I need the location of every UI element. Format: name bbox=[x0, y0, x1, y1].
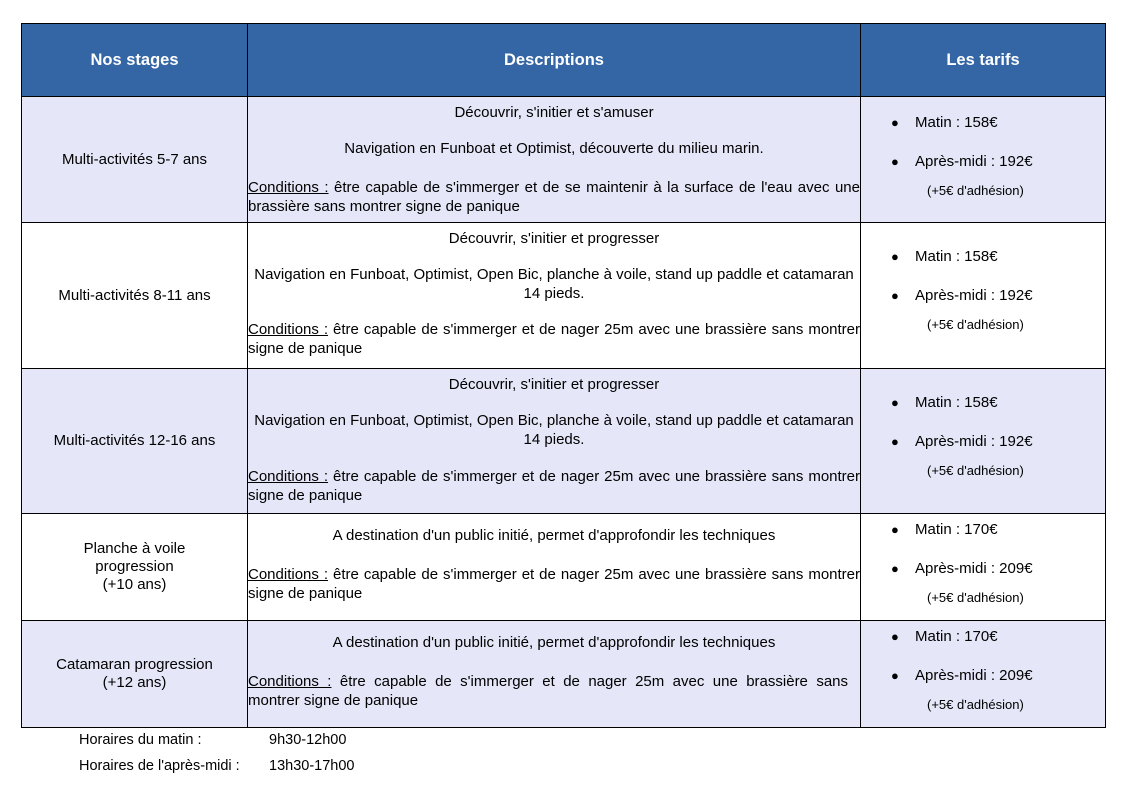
bullet-icon: ● bbox=[891, 288, 899, 303]
conditions-text: être capable de s'immerger et de se maintenir à la surface de l'eau avec une brassière sans montrer signe de panique bbox=[248, 179, 860, 215]
price-line: ● Matin : 170€ bbox=[861, 510, 1105, 549]
description-navigation: Navigation en Funboat, Optimist, Open Bic, planche à voile, stand up paddle et catamaran 14 pieds. bbox=[254, 266, 854, 302]
description-conditions bbox=[248, 545, 860, 603]
table-row bbox=[22, 369, 1106, 514]
conditions-label: Conditions : bbox=[248, 566, 329, 583]
morning-hours bbox=[79, 731, 346, 749]
header-stages: Nos stages bbox=[22, 24, 248, 97]
stage-description bbox=[248, 369, 861, 514]
price-line: ● Matin : 170€ bbox=[861, 617, 1105, 656]
stage-name: Multi-activités 5-7 ans bbox=[22, 97, 248, 223]
bullet-icon: ● bbox=[891, 561, 899, 576]
description-intro: A destination d'un public initié, permet d'approfondir les techniques bbox=[332, 527, 776, 544]
description-navigation: Navigation en Funboat, Optimist, Open Bic, planche à voile, stand up paddle et catamaran 14 pieds. bbox=[254, 412, 854, 448]
hours-label: Horaires du matin : bbox=[79, 732, 202, 748]
price-line: ● Après-midi : 192€ bbox=[861, 276, 1105, 315]
table-row bbox=[22, 97, 1106, 223]
table-row bbox=[22, 223, 1106, 369]
price-line: ● Matin : 158€ bbox=[861, 237, 1105, 276]
description-conditions bbox=[248, 303, 860, 358]
description-intro: A destination d'un public initié, permet d'approfondir les techniques bbox=[332, 634, 776, 651]
bullet-icon: ● bbox=[891, 434, 899, 449]
description-intro: Découvrir, s'initier et progresser bbox=[448, 376, 660, 393]
conditions-label: Conditions : bbox=[248, 673, 332, 690]
stage-description bbox=[248, 223, 861, 369]
description-intro: Découvrir, s'initier et s'amuser bbox=[454, 104, 654, 121]
stages-table bbox=[21, 23, 1106, 728]
description-conditions bbox=[248, 652, 860, 710]
conditions-label: Conditions : bbox=[248, 179, 329, 196]
hours-value: 9h30-12h00 bbox=[269, 732, 347, 748]
price-line: ● Après-midi : 209€ bbox=[861, 656, 1105, 695]
conditions-text: être capable de s'immerger et de nager 25m avec une brassière sans montrer signe de panique bbox=[248, 566, 860, 602]
bullet-icon: ● bbox=[891, 668, 899, 683]
hours-value: 13h30-17h00 bbox=[269, 758, 355, 774]
conditions-label: Conditions : bbox=[248, 321, 329, 338]
membership-fee: (+5€ d'adhésion) bbox=[927, 590, 1024, 605]
bullet-icon: ● bbox=[891, 249, 899, 264]
price-line: ● Après-midi : 192€ bbox=[861, 422, 1105, 461]
stage-name: Catamaran progression (+12 ans) bbox=[22, 621, 248, 728]
bullet-icon: ● bbox=[891, 115, 899, 130]
description-navigation: Navigation en Funboat et Optimist, découverte du milieu marin. bbox=[344, 140, 764, 157]
stage-description bbox=[248, 621, 861, 728]
price-line: ● Matin : 158€ bbox=[861, 103, 1105, 142]
description-conditions bbox=[248, 449, 860, 505]
header-row bbox=[22, 24, 1106, 97]
membership-fee: (+5€ d'adhésion) bbox=[927, 463, 1024, 478]
conditions-label: Conditions : bbox=[248, 468, 329, 485]
bullet-icon: ● bbox=[891, 522, 899, 537]
hours-label: Horaires de l'après-midi : bbox=[79, 758, 240, 774]
description-conditions bbox=[248, 158, 860, 216]
bullet-icon: ● bbox=[891, 395, 899, 410]
membership-fee: (+5€ d'adhésion) bbox=[927, 183, 1024, 198]
stage-name: Multi-activités 12-16 ans bbox=[22, 369, 248, 514]
stage-prices bbox=[861, 97, 1106, 223]
price-line: ● Après-midi : 209€ bbox=[861, 549, 1105, 588]
conditions-text: être capable de s'immerger et de nager 25m avec une brassière sans montrer signe de panique bbox=[248, 673, 848, 709]
stage-description bbox=[248, 514, 861, 621]
stage-prices bbox=[861, 223, 1106, 369]
conditions-text: être capable de s'immerger et de nager 25m avec une brassière sans montrer signe de panique bbox=[248, 321, 860, 357]
header-tarifs: Les tarifs bbox=[861, 24, 1106, 97]
stage-prices bbox=[861, 369, 1106, 514]
description-intro: Découvrir, s'initier et progresser bbox=[448, 230, 660, 247]
stage-prices bbox=[861, 514, 1106, 621]
bullet-icon: ● bbox=[891, 154, 899, 169]
stage-name: Multi-activités 8-11 ans bbox=[22, 223, 248, 369]
price-line: ● Après-midi : 192€ bbox=[861, 142, 1105, 181]
membership-fee: (+5€ d'adhésion) bbox=[927, 697, 1024, 712]
price-line: ● Matin : 158€ bbox=[861, 383, 1105, 422]
table-row bbox=[22, 514, 1106, 621]
header-descriptions: Descriptions bbox=[248, 24, 861, 97]
conditions-text: être capable de s'immerger et de nager 25m avec une brassière sans montrer signe de panique bbox=[248, 468, 860, 504]
stage-prices bbox=[861, 621, 1106, 728]
afternoon-hours bbox=[79, 757, 354, 775]
table-row bbox=[22, 621, 1106, 728]
stage-description bbox=[248, 97, 861, 223]
stage-name: Planche à voile progression (+10 ans) bbox=[22, 514, 248, 621]
membership-fee: (+5€ d'adhésion) bbox=[927, 317, 1024, 332]
bullet-icon: ● bbox=[891, 629, 899, 644]
